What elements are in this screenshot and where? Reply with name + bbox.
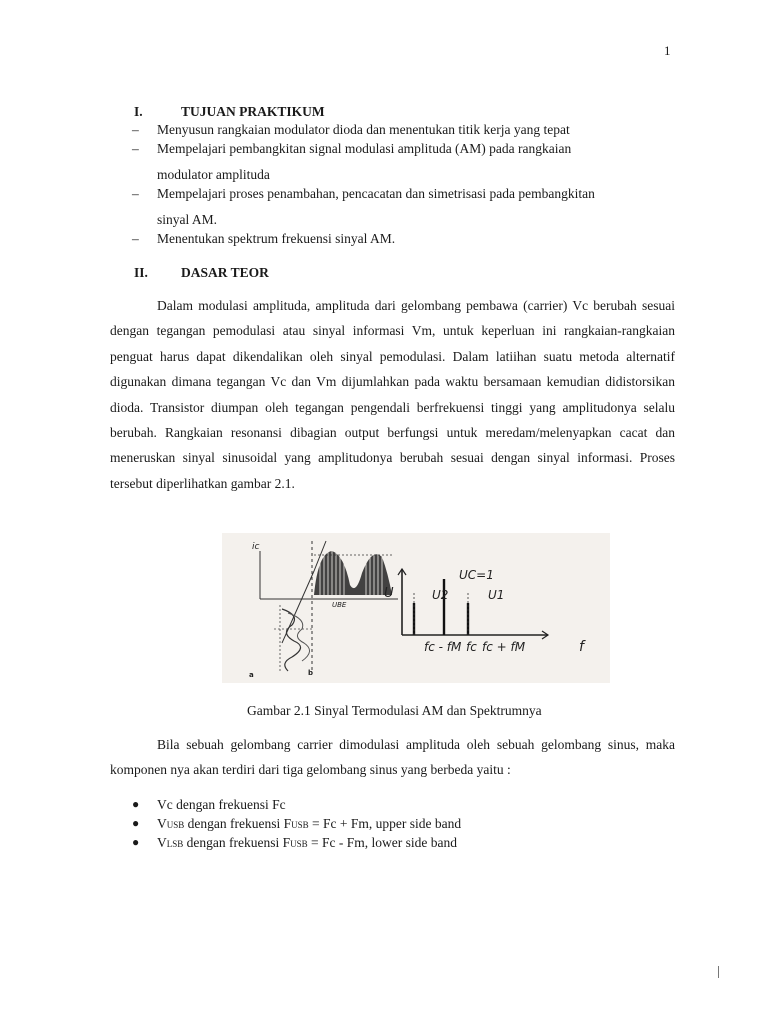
section-number: I. [134, 104, 143, 119]
list-item-text [157, 835, 457, 851]
list-item-text: Mempelajari pembangkitan signal modulasi amplituda (AM) pada rangkaian [157, 141, 572, 156]
list-item-text: sinyal AM. [157, 212, 218, 227]
list-item-text: Menentukan spektrum frekuensi sinyal AM. [157, 231, 396, 246]
v-symbol: V [157, 816, 167, 831]
dash-marker: – [132, 141, 139, 156]
v-subscript: USB [166, 820, 185, 830]
footer-divider [718, 966, 719, 978]
label-uc: UC=1 [459, 568, 494, 582]
bullet-icon: ● [132, 835, 140, 849]
list-item-text: Menyusun rangkaian modulator dioda dan menentukan titik kerja yang tepat [157, 122, 570, 137]
figure-drawing [222, 533, 610, 683]
body-paragraph: Dalam modulasi amplituda, amplituda dari gelombang pembawa (carrier) Vc berubah sesuai dengan tegangan pemodulasi atau sinyal informasi Vm, untuk keperluan ini rangkaian-rangkaian penguat harus dapat dikendalikan oleh sinyal pemodulasi. Dalam latiihan suatu metoda alternatif digunakan dimana tegangan Vc dan Vm dijumlahkan pada waktu bersamaan kemudian didistorsikan dioda. Transistor diumpan oleh tegangan pengendali berfrekuensi tinggi yang amplitudonya selalu berubah. Rangkaian resonansi dibagian output berfungsi untuk meredam/melenyapkan cacat dan meneruskan sinyal sinusoidal yang amplitudonya berubah sesuai dengan sinyal informasi. Proses tersebut diperlihatkan gambar 2.1. [110, 298, 675, 491]
label-ic: ic [252, 542, 260, 552]
section-heading-dasar-teori [134, 265, 269, 281]
v-subscript: LSB [166, 839, 184, 849]
modulated-envelope-upper [314, 551, 394, 595]
f-subscript: USB [290, 839, 308, 849]
label-f: f [579, 639, 584, 655]
figure-caption: Gambar 2.1 Sinyal Termodulasi AM dan Spektrumnya [247, 703, 542, 718]
text-mid: dengan frekuensi F [183, 835, 291, 850]
dash-marker: – [132, 186, 139, 201]
section-number: II. [134, 265, 148, 280]
label-fc: fc [466, 640, 477, 654]
figure-am-spectrum [222, 533, 610, 683]
label-u2: U2 [432, 588, 449, 602]
list-item-text [157, 816, 461, 832]
dash-marker: – [132, 122, 139, 137]
bullet-icon: ● [132, 816, 140, 830]
text-rest: = Fc + Fm, upper side band [308, 816, 462, 831]
label-u1: U1 [488, 588, 505, 602]
body-paragraph: Bila sebuah gelombang carrier dimodulasi amplituda oleh sebuah gelombang sinus, maka komponen nya akan terdiri dari tiga gelombang sinus yang berbeda yaitu : [110, 737, 675, 778]
section-title: DASAR TEOR [181, 265, 269, 280]
list-item-text: Mempelajari proses penambahan, pencacatan dan simetrisasi pada pembangkitan [157, 186, 595, 201]
label-fc-plus-fm: fc + fM [482, 640, 526, 654]
section-title: TUJUAN PRAKTIKUM [181, 104, 325, 119]
bullet-icon: ● [132, 797, 140, 811]
f-subscript: USB [291, 820, 309, 830]
label-ube: UBE [332, 601, 347, 609]
page-number: 1 [664, 43, 671, 58]
dash-marker: – [132, 231, 139, 246]
label-fc-minus-fm: fc - fM [424, 640, 462, 654]
text-mid: dengan frekuensi F [184, 816, 292, 831]
list-item-text: Vc dengan frekuensi Fc [157, 797, 286, 812]
modulated-input-lower [274, 605, 314, 673]
label-b: b [308, 669, 314, 677]
label-a: a [249, 671, 254, 679]
list-item-text: modulator amplituda [157, 167, 270, 182]
section-heading-tujuan [134, 104, 325, 120]
text-rest: = Fc - Fm, lower side band [307, 835, 457, 850]
v-symbol: V [157, 835, 167, 850]
label-u: U [384, 586, 394, 601]
